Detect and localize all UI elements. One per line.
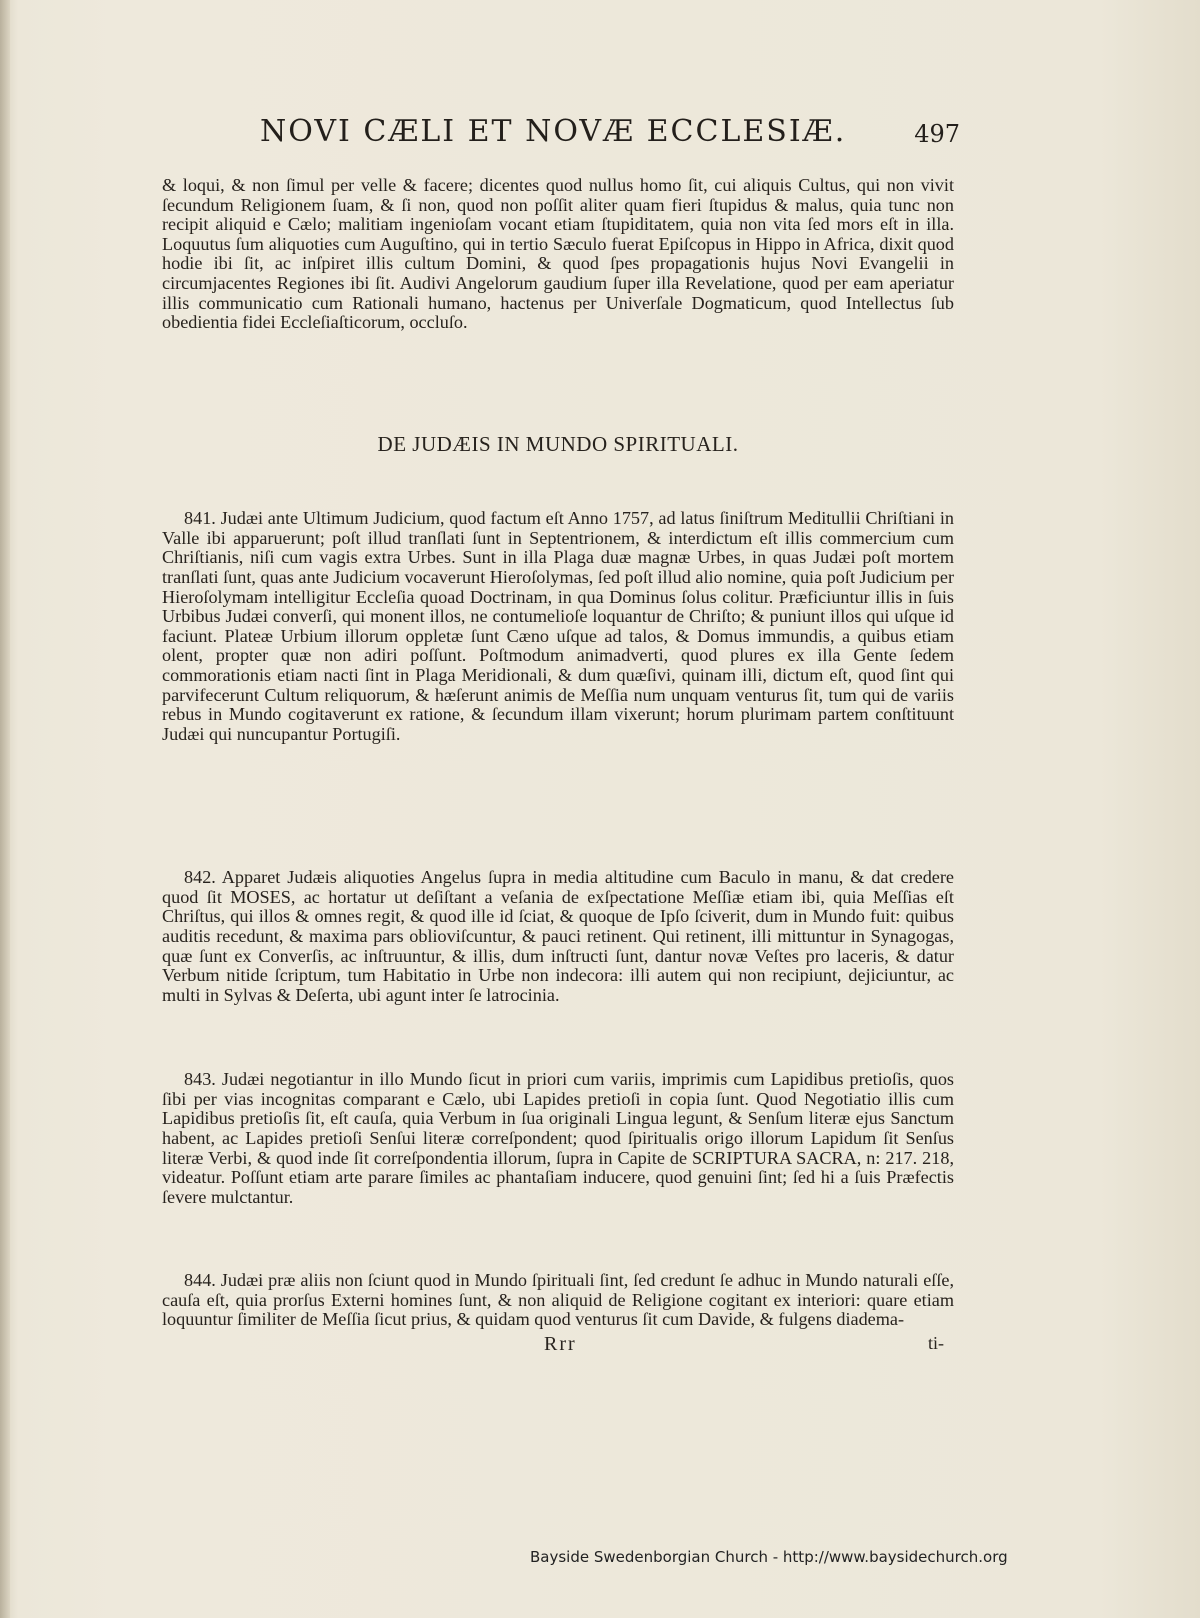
page-header bbox=[260, 114, 960, 162]
paragraph-844: 844. Judæi præ aliis non ſciunt quod in Mundo ſpirituali ſint, ſed credunt ſe adhuc in Mundo naturali eſſe, cauſa eſt, quia prorſus Externi homines ſunt, & non aliquid de Religione cogitant ex interiori: quare etiam loquuntur ſimiliter de Meſſia ſicut prius, & quidam quod venturus ſit cum Davide, & fulgens diadema- bbox=[162, 1270, 954, 1330]
paragraph-841: 841. Judæi ante Ultimum Judicium, quod factum eſt Anno 1757, ad latus ſiniſtrum Meditullii Chriſtiani in Valle ibi apparuerunt; poſt illud tranſlati ſunt in Septentrionem, & interdictum eſt illis commercium cum Chriſtianis, niſi cum vagis extra Urbes. Sunt in illa Plaga duæ magnæ Urbes, in quas Judæi poſt mortem tranſlati ſunt, quas ante Judicium vocaverunt Hieroſolymas, ſed poſt illud alio nomine, quia poſt Judicium per Hieroſolymam intelligitur Eccleſia quoad Doctrinam, in qua Dominus ſolus colitur. Præficiuntur illis in ſuis Urbibus Judæi converſi, qui monent illos, ne contumelioſe loquantur de Chriſto; & puniunt illos qui uſque id faciunt. Plateæ Urbium illorum oppletæ ſunt Cæno uſque ad talos, & Domus immundis, a quibus etiam olent, propter quæ non adiri poſſunt. Poſtmodum animadverti, quod plures ex illa Gente ſedem commorationis etiam nacti ſint in Plaga Meridionali, & dum quæſivi, quinam illi, dictum eſt, quod ſint qui parvifecerunt Cultum reliquorum, & hæſerunt animis de Meſſia num unquam venturus ſit, tum qui de variis rebus in Mundo cogitaverunt ex ratione, & ſecundum illam vixerunt; horum plurimam partem conſtituunt Judæi qui nuncupantur Portugiſi. bbox=[162, 508, 955, 744]
paragraph-842: 842. Apparet Judæis aliquoties Angelus ſupra in media altitudine cum Baculo in manu, & dat credere quod ſit MOSES, ac hortatur ut deſiſtant a veſania de exſpectatione Meſſiæ etiam ibi, quia Meſſias eſt Chriſtus, qui illos & omnes regit, & quod ille id ſciat, & quoque de Ipſo ſciverit, dum in Mundo fuit: quibus auditis recedunt, & maxima pars oblioviſcuntur, & pauci retinent. Qui retinent, illi mittuntur in Synagogas, quæ ſunt ex Converſis, ac inſtruuntur, & illis, dum inſtructi ſunt, dantur novæ Veſtes pro laceris, & datur Verbum nitide ſcriptum, tum Habitatio in Urbe non indecora: illi autem qui non recipiunt, dejiciuntur, ac multi in Sylvas & Deſerta, ubi agunt inter ſe latrocinia. bbox=[162, 867, 954, 1005]
paragraph-843: 843. Judæi negotiantur in illo Mundo ſicut in priori cum variis, imprimis cum Lapidibus pretioſis, quos ſibi per vias incognitas comparant e Cælo, ubi Lapides pretioſi in copia ſunt. Quod Negotiatio illis cum Lapidibus pretioſis ſit, eſt cauſa, quia Verbum in ſua originali Lingua legunt, & Senſum literæ ejus Sanctum habent, ac Lapides pretioſi Senſui literæ correſpondent; quod ſpiritualis origo illorum Lapidum ſit Senſus literæ Verbi, & quod inde ſit correſpondentia illorum, ſupra in Capite de SCRIPTURA SACRA, n: 217. 218, videatur. Poſſunt etiam arte parare ſimiles ac phantaſiam inducere, quod genuini ſint; ſed hi a ſuis Præfectis ſevere mulctantur. bbox=[162, 1069, 954, 1207]
watermark-credit: Bayside Swedenborgian Church - http://www.baysidechurch.org bbox=[530, 1548, 1008, 1566]
running-head: NOVI CÆLI ET NOVÆ ECCLESIÆ. bbox=[260, 114, 847, 149]
catchword: ti- bbox=[928, 1333, 944, 1353]
page-number: 497 bbox=[914, 120, 960, 148]
page-gutter bbox=[0, 0, 10, 1618]
continued-paragraph bbox=[162, 176, 954, 333]
continued-text: & loqui, & non ſimul per velle & facere; dicentes quod nullus homo ſit, cui aliquis Cultus, qui non vivit ſecundum Religionem ſuam, & ſi non, quod non poſſit aliter quam fieri ſtupidus & malus, quia tunc non recipit aliquid e Cælo; malitiam ingenioſam vocant etiam ſtupiditatem, quia non vita ſed mors eſt in illa. Loquutus ſum aliquoties cum Auguſtino, qui in tertio Sæculo fuerat Epiſcopus in Hippo in Africa, dixit quod hodie ibi ſit, ac inſpiret illis cultum Domini, & quod ſpes propagationis hujus Novi Evangelii in circumjacentes Regiones ibi ſit. Audivi Angelorum gaudium ſuper illa Revelatione, quod per eam aperiatur illis communicatio cum Rationali humano, hactenus per Univerſale Dogmaticum, quod Intellectus ſub obedientia fidei Eccleſiaſticorum, occluſo. bbox=[162, 175, 954, 333]
signature-mark: Rrr bbox=[544, 1333, 577, 1355]
section-heading: DE JUDÆIS IN MUNDO SPIRITUALI. bbox=[377, 432, 739, 456]
